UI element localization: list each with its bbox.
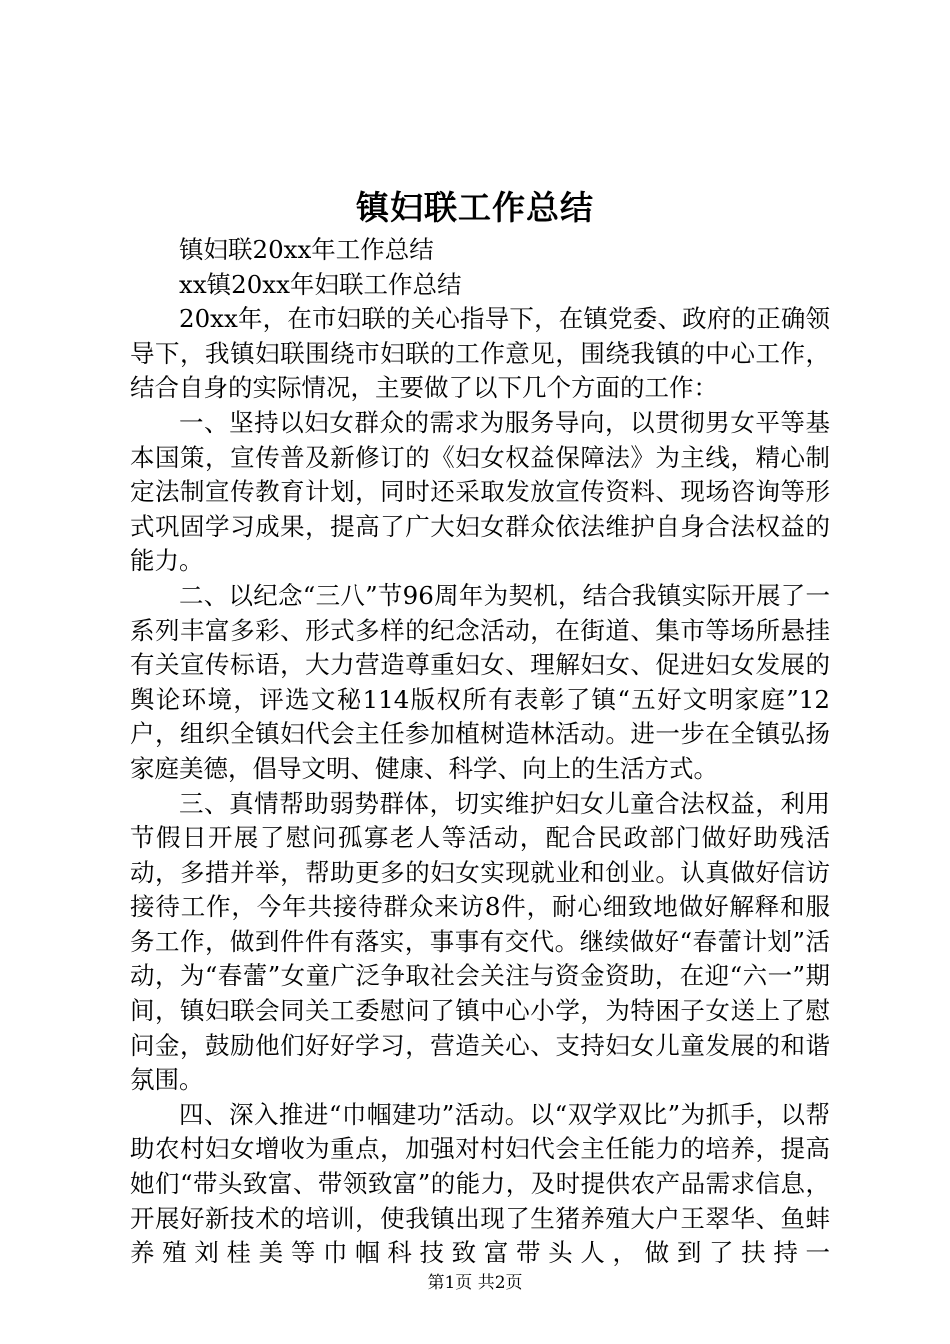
subtitle-line: xx镇20xx年妇联工作总结 xyxy=(179,269,462,299)
document-body xyxy=(130,233,830,1271)
section-three-paragraph: 三、真情帮助弱势群体，切实维护妇女儿童合法权益，利用节假日开展了慰问孤寡老人等活动，配合民政部门做好助残活动，多措并举，帮助更多的妇女实现就业和创业。认真做好信访接待工作，今年共接待群众来访8件，耐心细致地做好解释和服务工作，做到件件有落实，事事有交代。继续做好“春蕾计划”活动，为“春蕾”女童广泛争取社会关注与资金资助，在迎“六一”期间，镇妇联会同关工委慰问了镇中心小学，为特困子女送上了慰问金，鼓励他们好好学习，营造关心、支持妇女儿童发展的和谐氛围。 xyxy=(130,788,830,1095)
document-title: 镇妇联工作总结 xyxy=(356,188,594,227)
section-four-paragraph: 四、深入推进“巾帼建功”活动。以“双学双比”为抓手，以帮助农村妇女增收为重点，加强对村妇代会主任能力的培养，提高她们“带头致富、带领致富”的能力，及时提供农产品需求信息，开展好新技术的培训，使我镇出现了生猪养殖大户王翠华、鱼蚌养殖刘桂美等巾帼科技致富带头人，做到了扶持一 xyxy=(130,1099,830,1268)
intro-paragraph: 20xx年，在市妇联的关心指导下，在镇党委、政府的正确领导下，我镇妇联围绕市妇联的工作意见，围绕我镇的中心工作，结合自身的实际情况，主要做了以下几个方面的工作： xyxy=(130,304,830,403)
subtitle-line: 镇妇联20xx年工作总结 xyxy=(179,235,434,264)
page-number-footer: 第1页 共2页 xyxy=(427,1273,523,1293)
section-one-paragraph: 一、坚持以妇女群众的需求为服务导向，以贯彻男女平等基本国策，宣传普及新修订的《妇女权益保障法》为主线，精心制定法制宣传教育计划，同时还采取发放宣传资料、现场咨询等形式巩固学习成果，提高了广大妇女群众依法维护自身合法权益的能力。 xyxy=(130,407,830,576)
section-two-paragraph: 二、以纪念“三八”节96周年为契机，结合我镇实际开展了一系列丰富多彩、形式多样的纪念活动，在街道、集市等场所悬挂有关宣传标语，大力营造尊重妇女、理解妇女、促进妇女发展的舆论环境，评选文秘114版权所有表彰了镇“五好文明家庭”12户，组织全镇妇代会主任参加植树造林活动。进一步在全镇弘扬家庭美德，倡导文明、健康、科学、向上的生活方式。 xyxy=(130,580,830,783)
